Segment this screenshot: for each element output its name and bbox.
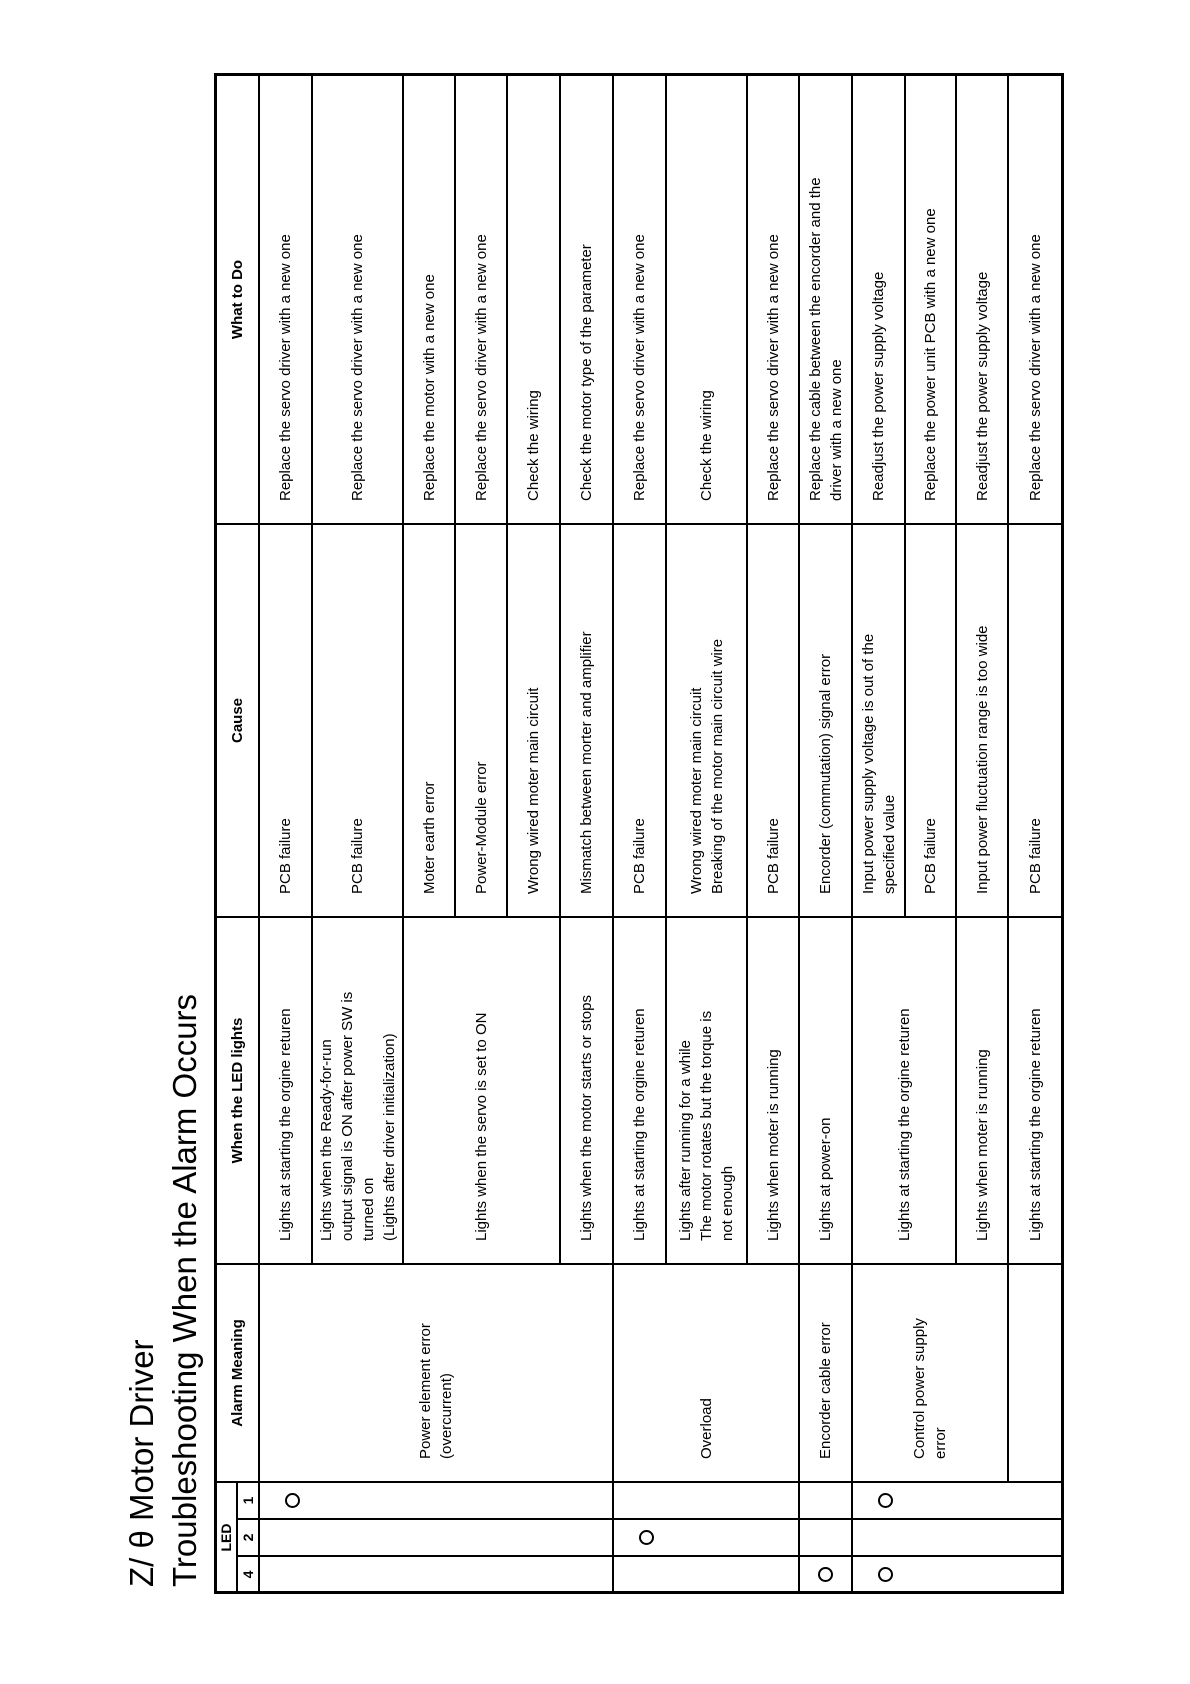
what-to-do-cell: Readjust the power supply voltage	[955, 74, 1009, 525]
what-to-do-cell: Replace the servo driver with a new one	[311, 74, 404, 525]
header-when-led-lights: When the LED lights	[214, 916, 260, 1265]
when-cell: Lights when moter is running	[955, 916, 1009, 1265]
alarm-meaning-cell: Control power supply error	[851, 1263, 1009, 1483]
cause-cell: Wrong wired moter main circuit	[506, 523, 561, 918]
what-to-do-cell: Check the wiring	[665, 74, 748, 525]
what-to-do-cell: Check the wiring	[506, 74, 561, 525]
what-to-do-cell: Replace the servo driver with a new one	[612, 74, 667, 525]
when-cell: Lights after running for a while The motor rotates but the torque is not enough	[665, 916, 748, 1265]
alarm-meaning-cell: Encorder cable error	[798, 1263, 853, 1483]
what-to-do-cell: Replace the cable between the encorder and the driver with a new one	[798, 74, 853, 525]
alarm-meaning-cell	[1007, 1263, 1063, 1483]
header-alarm-meaning: Alarm Meaning	[214, 1263, 260, 1483]
document-subtitle: Troubleshooting When the Alarm Occurs	[166, 993, 203, 1587]
what-to-do-cell: Replace the power unit PCB with a new one	[904, 74, 957, 525]
when-cell: Lights when moter is running	[746, 916, 800, 1265]
when-cell: Lights at starting the orgine returen	[258, 916, 313, 1265]
led-1-cell	[612, 1481, 800, 1520]
led-2-cell	[851, 1518, 1063, 1557]
when-cell: Lights at power-on	[798, 916, 853, 1265]
cause-cell: PCB failure	[904, 523, 957, 918]
led-2-cell	[258, 1518, 614, 1557]
what-to-do-cell: Replace the motor with a new one	[402, 74, 456, 525]
when-cell: Lights when the motor starts or stops	[559, 916, 614, 1265]
cause-cell: Encorder (commutation) signal error	[798, 523, 853, 918]
what-to-do-cell: Readjust the power supply voltage	[851, 74, 906, 525]
when-cell: Lights at starting the orgine returen	[851, 916, 957, 1265]
led-2-lit-indicator	[639, 1530, 654, 1545]
led-2-cell	[798, 1518, 853, 1557]
what-to-do-cell: Replace the servo driver with a new one	[746, 74, 800, 525]
what-to-do-cell: Check the motor type of the parameter	[559, 74, 614, 525]
led-1-lit-indicator	[285, 1493, 300, 1508]
cause-cell: Mismatch between morter and amplifier	[559, 523, 614, 918]
led-1-lit-indicator	[878, 1493, 893, 1508]
alarm-meaning-cell: Overload	[612, 1263, 800, 1483]
what-to-do-cell: Replace the servo driver with a new one	[1007, 74, 1063, 525]
when-cell: Lights when the Ready-for-run output signal is ON after power SW is turned on (Lights after driver initialization)	[311, 916, 404, 1265]
led-4-lit-indicator	[818, 1567, 833, 1582]
header-led-1: 1	[236, 1481, 260, 1520]
when-cell: Lights at starting the orgine returen	[612, 916, 667, 1265]
cause-cell: PCB failure	[258, 523, 313, 918]
led-1-cell	[798, 1481, 853, 1520]
cause-cell: Wrong wired moter main circuit Breaking of the motor main circuit wire	[665, 523, 748, 918]
header-led-2: 2	[236, 1518, 260, 1557]
cause-cell: PCB failure	[612, 523, 667, 918]
cause-cell: PCB failure	[746, 523, 800, 918]
alarm-meaning-cell: Power element error (overcurrent)	[258, 1263, 614, 1483]
cause-cell: PCB failure	[311, 523, 404, 918]
led-4-lit-indicator	[878, 1567, 893, 1582]
what-to-do-cell: Replace the servo driver with a new one	[258, 74, 313, 525]
when-cell: Lights when the servo is set to ON	[402, 916, 561, 1265]
header-led-4: 4	[236, 1555, 260, 1594]
cause-cell: PCB failure	[1007, 523, 1063, 918]
cause-cell: Moter earth error	[402, 523, 456, 918]
document-title: Z/ θ Motor Driver	[123, 1339, 160, 1587]
what-to-do-cell: Replace the servo driver with a new one	[454, 74, 508, 525]
led-4-cell	[258, 1555, 614, 1594]
header-what-to-do: What to Do	[214, 74, 260, 525]
cause-cell: Input power fluctuation range is too wide	[955, 523, 1009, 918]
cause-cell: Power-Module error	[454, 523, 508, 918]
led-4-cell	[612, 1555, 800, 1594]
led-1-cell	[258, 1481, 614, 1520]
cause-cell: Input power supply voltage is out of the specified value	[851, 523, 906, 918]
header-led: LED	[214, 1481, 238, 1594]
header-cause: Cause	[214, 523, 260, 918]
when-cell: Lights at starting the orgine returen	[1007, 916, 1063, 1265]
